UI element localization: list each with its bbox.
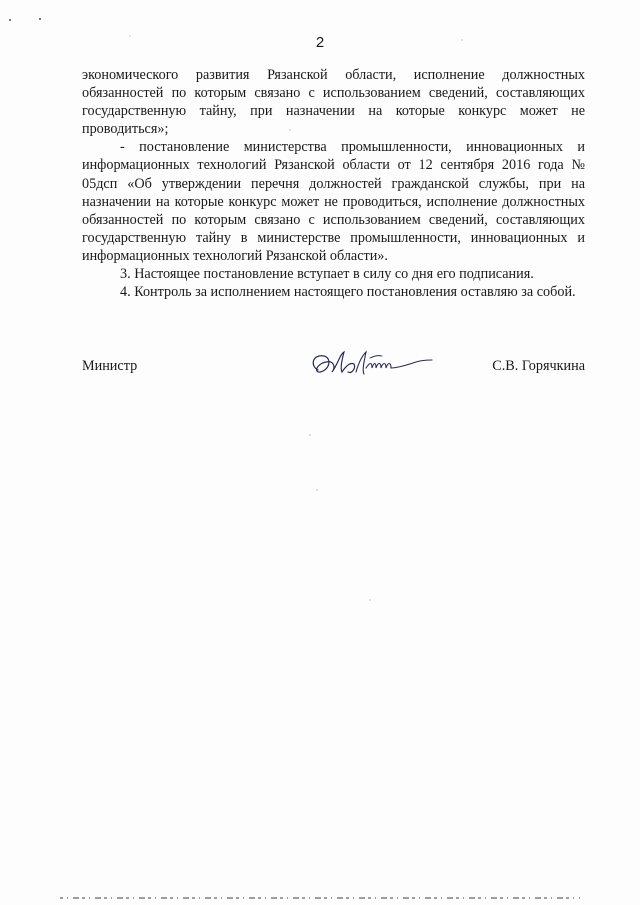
signature-block: [82, 356, 585, 386]
signatory-name: С.В. Горячкина: [492, 358, 585, 374]
paragraph-continuation: экономического развития Рязанской области, исполнение должностных обязанностей по которым связано с использованием сведений, составляющих государственную тайну, при назначении на которые конкурс может не проводиться»;: [82, 67, 585, 138]
document-body: [82, 66, 585, 301]
paragraph-clause-4: 4. Контроль за исполнением настоящего постановления оставляю за собой.: [120, 284, 576, 301]
handwritten-signature-icon: [304, 346, 444, 382]
paragraph-clause-3: 3. Настоящее постановление вступает в силу со дня его подписания.: [120, 266, 534, 283]
signatory-title: Министр: [82, 358, 138, 374]
paragraph-resolution-reference: - постановление министерства промышленности, инновационных и информационных технологий Рязанской области от 12 сентября 2016 года № 05дсп «Об утверждении перечня должностей гражданской службы, при на назначении на которые конкурс может не проводиться, исполнение должностных обязанностей по которым связано с использованием сведений, составляющих государственную тайну в министерстве промышленности, инновационных и информационных технологий Рязанской области».: [82, 139, 585, 264]
scan-bottom-edge: [60, 895, 580, 901]
page-number: 2: [315, 34, 325, 51]
